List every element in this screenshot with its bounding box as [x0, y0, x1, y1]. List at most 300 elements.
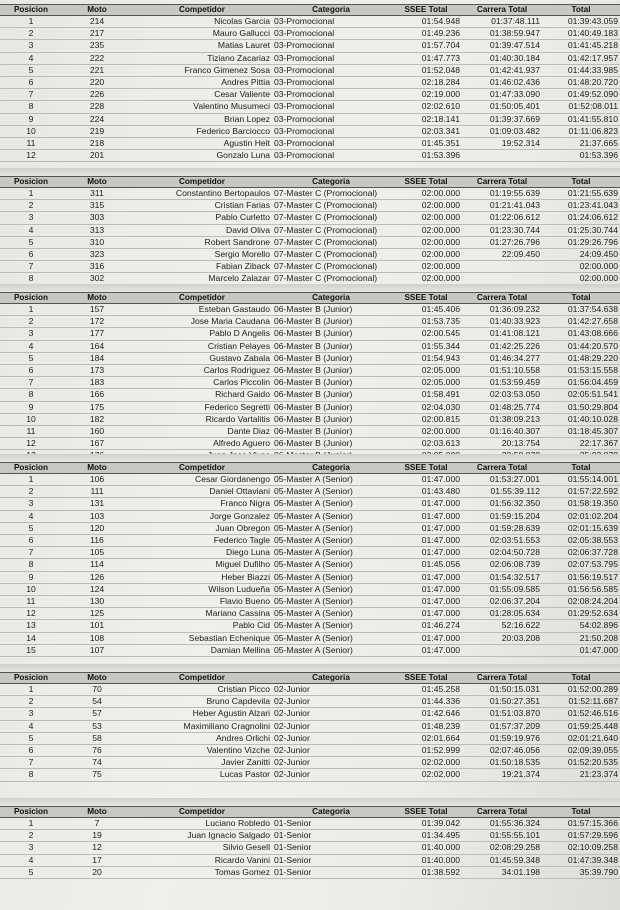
cell-ssee-total: 02:00.000 [390, 212, 462, 224]
cell-total: 01:23:41.043 [542, 200, 620, 212]
cell-position: 3 [0, 328, 62, 340]
cell-moto: 120 [62, 522, 132, 534]
cell-position: 8 [0, 559, 62, 571]
cell-position: 5 [0, 352, 62, 364]
cell-categoria: 02-Junior [272, 757, 390, 769]
cell-categoria: 07-Master C (Promocional) [272, 249, 390, 261]
table-row [0, 188, 620, 200]
cell-moto: 105 [62, 547, 132, 559]
cell-position: 3 [0, 40, 62, 52]
header-cat: Categoria [272, 807, 390, 818]
cell-total: 01:39:43.059 [542, 16, 620, 28]
cell-moto: 12 [62, 842, 132, 854]
cell-categoria: 07-Master C (Promocional) [272, 261, 390, 273]
cell-total: 01:29:52.634 [542, 608, 620, 620]
header-comp: Competidor [132, 807, 272, 818]
table-row [0, 52, 620, 64]
cell-position: 9 [0, 113, 62, 125]
cell-competidor: Bruno Capdevila [132, 696, 272, 708]
cell-total: 01:52:00.289 [542, 684, 620, 696]
table-row [0, 632, 620, 644]
cell-total: 01:48:20.720 [542, 77, 620, 89]
cell-position: 3 [0, 842, 62, 854]
cell-position: 7 [0, 377, 62, 389]
cell-moto: 76 [62, 745, 132, 757]
cell-carrera-total: 01:38:59.947 [462, 28, 542, 40]
cell-moto: 218 [62, 138, 132, 150]
table-row [0, 559, 620, 571]
cell-ssee-total: 01:58.491 [390, 389, 462, 401]
cell-categoria: 05-Master A (Senior) [272, 547, 390, 559]
cell-competidor: Pablo Cid [132, 620, 272, 632]
cell-competidor: Mariano Cassina [132, 608, 272, 620]
cell-moto: 221 [62, 64, 132, 76]
header-comp: Competidor [132, 463, 272, 474]
cell-carrera-total: 01:39:47.514 [462, 40, 542, 52]
header-ssee: SSEE Total [390, 463, 462, 474]
cell-carrera-total: 01:55:39.112 [462, 486, 542, 498]
cell-categoria: 06-Master B (Junior) [272, 328, 390, 340]
header-total: Total [542, 807, 620, 818]
cell-moto: 217 [62, 28, 132, 40]
header-carrera: Carrera Total [462, 177, 542, 188]
cell-position: 11 [0, 596, 62, 608]
cell-moto: 54 [62, 696, 132, 708]
cell-ssee-total: 02:00.000 [390, 249, 462, 261]
cell-total: 24:09.450 [542, 249, 620, 261]
cell-position: 8 [0, 389, 62, 401]
cell-moto: 164 [62, 340, 132, 352]
cell-total: 01:52:20.535 [542, 757, 620, 769]
cell-position: 1 [0, 16, 62, 28]
cell-categoria: 01-Senior [272, 818, 390, 830]
cell-ssee-total: 01:45.258 [390, 684, 462, 696]
table-row [0, 818, 620, 830]
cell-categoria: 06-Master B (Junior) [272, 365, 390, 377]
cell-carrera-total: 01:55:09.585 [462, 583, 542, 595]
cell-competidor: Mauro Gallucci [132, 28, 272, 40]
cell-categoria: 05-Master A (Senior) [272, 620, 390, 632]
cell-carrera-total: 01:09:03.482 [462, 125, 542, 137]
cell-categoria: 07-Master C (Promocional) [272, 273, 390, 285]
cell-categoria: 02-Junior [272, 732, 390, 744]
table-row [0, 64, 620, 76]
cell-categoria: 06-Master B (Junior) [272, 438, 390, 450]
cell-competidor: Andres Pittia [132, 77, 272, 89]
table-row [0, 150, 620, 162]
cell-carrera-total: 01:46:02.436 [462, 77, 542, 89]
table-row [0, 732, 620, 744]
table-row [0, 583, 620, 595]
cell-total: 01:42:17.957 [542, 52, 620, 64]
cell-moto: 166 [62, 389, 132, 401]
cell-competidor: Alfredo Aguero [132, 438, 272, 450]
cell-carrera-total: 34:01.198 [462, 866, 542, 878]
cell-ssee-total: 01:40.000 [390, 854, 462, 866]
cell-total: 21:23.374 [542, 769, 620, 781]
cell-competidor: Fabian Ziback [132, 261, 272, 273]
table-row [0, 304, 620, 316]
cell-total: 21:50.208 [542, 632, 620, 644]
header-moto: Moto [62, 177, 132, 188]
cell-ssee-total: 02:05.000 [390, 365, 462, 377]
cell-moto: 175 [62, 401, 132, 413]
table-row [0, 249, 620, 261]
cell-categoria: 06-Master B (Junior) [272, 377, 390, 389]
table-row [0, 486, 620, 498]
cell-carrera-total: 01:53:59.459 [462, 377, 542, 389]
cell-categoria: 02-Junior [272, 696, 390, 708]
cell-categoria: 07-Master C (Promocional) [272, 224, 390, 236]
table-row [0, 866, 620, 878]
cell-moto: 111 [62, 486, 132, 498]
table-row [0, 547, 620, 559]
table-row [0, 438, 620, 450]
cell-competidor: Carlos Piccolin [132, 377, 272, 389]
cell-position: 9 [0, 571, 62, 583]
cell-position: 9 [0, 401, 62, 413]
cell-ssee-total: 01:47.000 [390, 498, 462, 510]
header-comp: Competidor [132, 293, 272, 304]
cell-competidor: Cesar Valiente [132, 89, 272, 101]
cell-competidor: Heber Agustin Alzari [132, 708, 272, 720]
cell-competidor: David Oliva [132, 224, 272, 236]
cell-carrera-total: 01:23:30.744 [462, 224, 542, 236]
cell-position: 3 [0, 212, 62, 224]
cell-carrera-total: 02:03:51.553 [462, 535, 542, 547]
table-row [0, 769, 620, 781]
cell-position: 2 [0, 696, 62, 708]
cell-competidor: Esteban Gastaudo [132, 304, 272, 316]
cell-position: 4 [0, 224, 62, 236]
cell-competidor: Valentino Vizche [132, 745, 272, 757]
header-row [0, 463, 620, 474]
cell-total: 02:01:21.640 [542, 732, 620, 744]
cell-position: 2 [0, 200, 62, 212]
cell-total: 01:29:26.796 [542, 236, 620, 248]
cell-categoria: 03-Promocional [272, 16, 390, 28]
cell-ssee-total: 02:03.341 [390, 125, 462, 137]
cell-competidor: Constantino Bertopaulos [132, 188, 272, 200]
cell-ssee-total: 01:55.344 [390, 340, 462, 352]
cell-competidor: Franco Nigra [132, 498, 272, 510]
cell-carrera-total: 19:52.314 [462, 138, 542, 150]
header-ssee: SSEE Total [390, 807, 462, 818]
cell-position: 7 [0, 261, 62, 273]
cell-ssee-total: 01:54.948 [390, 16, 462, 28]
table-row [0, 125, 620, 137]
cell-carrera-total: 01:45:59.348 [462, 854, 542, 866]
cell-ssee-total: 02:00.000 [390, 261, 462, 273]
cell-competidor: Valentino Musumeci [132, 101, 272, 113]
header-row [0, 673, 620, 684]
header-cat: Categoria [272, 5, 390, 16]
cell-carrera-total: 01:55:36.324 [462, 818, 542, 830]
cell-carrera-total: 01:40:30.184 [462, 52, 542, 64]
table-row [0, 426, 620, 438]
cell-categoria: 06-Master B (Junior) [272, 413, 390, 425]
table-row [0, 40, 620, 52]
cell-ssee-total: 01:43.480 [390, 486, 462, 498]
cell-ssee-total: 01:47.000 [390, 632, 462, 644]
header-carrera: Carrera Total [462, 673, 542, 684]
cell-total: 01:43:08.666 [542, 328, 620, 340]
cell-ssee-total: 02:02.000 [390, 769, 462, 781]
cell-carrera-total: 01:38:09.213 [462, 413, 542, 425]
cell-position: 4 [0, 340, 62, 352]
cell-categoria: 06-Master B (Junior) [272, 340, 390, 352]
header-row [0, 177, 620, 188]
cell-position: 12 [0, 608, 62, 620]
cell-position: 8 [0, 769, 62, 781]
cell-competidor: Agustin Helt [132, 138, 272, 150]
cell-categoria: 02-Junior [272, 745, 390, 757]
cell-ssee-total: 01:45.351 [390, 138, 462, 150]
cell-ssee-total: 02:19.000 [390, 89, 462, 101]
cell-carrera-total: 52:16.622 [462, 620, 542, 632]
cell-total: 02:00.000 [542, 261, 620, 273]
cell-position: 7 [0, 757, 62, 769]
cell-moto: 116 [62, 535, 132, 547]
cell-carrera-total: 20:13.754 [462, 438, 542, 450]
cell-moto: 220 [62, 77, 132, 89]
cell-ssee-total: 01:54.943 [390, 352, 462, 364]
header-carrera: Carrera Total [462, 5, 542, 16]
results-table [0, 462, 620, 657]
cell-total: 01:11:06.823 [542, 125, 620, 137]
cell-ssee-total: 01:47.000 [390, 596, 462, 608]
cell-moto: 101 [62, 620, 132, 632]
cell-position: 1 [0, 188, 62, 200]
cell-position: 15 [0, 644, 62, 656]
cell-moto: 74 [62, 757, 132, 769]
cell-total: 02:01:02.204 [542, 510, 620, 522]
cell-position: 7 [0, 89, 62, 101]
cell-total: 01:55:14.001 [542, 474, 620, 486]
cell-ssee-total: 02:00.000 [390, 236, 462, 248]
cell-carrera-total: 01:40:33.923 [462, 316, 542, 328]
cell-categoria: 06-Master B (Junior) [272, 304, 390, 316]
cell-competidor: Silvio Gesell [132, 842, 272, 854]
cell-carrera-total: 01:42:41.937 [462, 64, 542, 76]
header-moto: Moto [62, 463, 132, 474]
cell-position: 4 [0, 510, 62, 522]
cell-competidor: Damian Mellina [132, 644, 272, 656]
cell-moto: 17 [62, 854, 132, 866]
cell-position: 3 [0, 498, 62, 510]
cell-position: 5 [0, 64, 62, 76]
cell-ssee-total: 01:53.396 [390, 150, 462, 162]
cell-moto: 114 [62, 559, 132, 571]
cell-total: 02:09:39.055 [542, 745, 620, 757]
cell-carrera-total: 01:37:48.111 [462, 16, 542, 28]
cell-categoria: 05-Master A (Senior) [272, 632, 390, 644]
cell-competidor: Gonzalo Luna [132, 150, 272, 162]
cell-categoria: 01-Senior [272, 842, 390, 854]
cell-total: 02:07:53.795 [542, 559, 620, 571]
table-row [0, 720, 620, 732]
cell-total: 02:01:15.639 [542, 522, 620, 534]
cell-ssee-total: 01:45.056 [390, 559, 462, 571]
table-row [0, 596, 620, 608]
paper-fold [0, 798, 620, 806]
cell-ssee-total: 02:00.815 [390, 413, 462, 425]
cell-ssee-total: 01:47.000 [390, 644, 462, 656]
cell-position: 8 [0, 273, 62, 285]
cell-competidor: Robert Sandrone [132, 236, 272, 248]
cell-moto: 160 [62, 426, 132, 438]
cell-position: 1 [0, 304, 62, 316]
cell-categoria: 03-Promocional [272, 28, 390, 40]
cell-ssee-total: 01:45.406 [390, 304, 462, 316]
cell-ssee-total: 02:00.000 [390, 426, 462, 438]
header-moto: Moto [62, 293, 132, 304]
cell-ssee-total: 02:18.141 [390, 113, 462, 125]
cell-total: 02:10:09.258 [542, 842, 620, 854]
header-ssee: SSEE Total [390, 5, 462, 16]
table-row [0, 224, 620, 236]
cell-categoria: 03-Promocional [272, 77, 390, 89]
cell-competidor: Richard Gaido [132, 389, 272, 401]
cell-total: 01:25:30.744 [542, 224, 620, 236]
table-row [0, 708, 620, 720]
cell-carrera-total: 01:50:15.031 [462, 684, 542, 696]
cell-carrera-total: 01:54:32.517 [462, 571, 542, 583]
cell-carrera-total: 01:22:06.612 [462, 212, 542, 224]
header-carrera: Carrera Total [462, 293, 542, 304]
cell-carrera-total: 01:19:55.639 [462, 188, 542, 200]
table-row [0, 261, 620, 273]
cell-moto: 177 [62, 328, 132, 340]
cell-total: 01:53.396 [542, 150, 620, 162]
header-pos: Posicion [0, 807, 62, 818]
cell-ssee-total: 02:02.610 [390, 101, 462, 113]
cell-carrera-total: 01:41:08.121 [462, 328, 542, 340]
cell-categoria: 05-Master A (Senior) [272, 474, 390, 486]
header-row [0, 5, 620, 16]
cell-categoria: 03-Promocional [272, 89, 390, 101]
cell-ssee-total: 01:47.000 [390, 583, 462, 595]
cell-moto: 57 [62, 708, 132, 720]
cell-total: 01:42:27.658 [542, 316, 620, 328]
cell-position: 10 [0, 413, 62, 425]
cell-moto: 130 [62, 596, 132, 608]
cell-moto: 173 [62, 365, 132, 377]
results-table [0, 292, 620, 463]
header-pos: Posicion [0, 177, 62, 188]
table-row [0, 340, 620, 352]
cell-total: 01:40:10.028 [542, 413, 620, 425]
cell-ssee-total: 02:05.000 [390, 377, 462, 389]
table-row [0, 522, 620, 534]
cell-carrera-total: 02:08:29.258 [462, 842, 542, 854]
results-section-5 [0, 672, 620, 782]
cell-categoria: 05-Master A (Senior) [272, 559, 390, 571]
results-table [0, 176, 620, 286]
header-moto: Moto [62, 807, 132, 818]
cell-moto: 201 [62, 150, 132, 162]
cell-total: 01:53:15.558 [542, 365, 620, 377]
cell-categoria: 07-Master C (Promocional) [272, 212, 390, 224]
cell-position: 3 [0, 708, 62, 720]
cell-total: 02:05:38.553 [542, 535, 620, 547]
table-row [0, 684, 620, 696]
cell-carrera-total: 01:59:19.976 [462, 732, 542, 744]
cell-position: 1 [0, 684, 62, 696]
cell-moto: 313 [62, 224, 132, 236]
header-total: Total [542, 463, 620, 474]
cell-competidor: Jose Maria Caudana [132, 316, 272, 328]
cell-total: 01:56:04.459 [542, 377, 620, 389]
cell-carrera-total: 01:16:40.307 [462, 426, 542, 438]
cell-carrera-total: 01:47:33.090 [462, 89, 542, 101]
table-row [0, 16, 620, 28]
cell-ssee-total: 02:00.000 [390, 200, 462, 212]
cell-moto: 75 [62, 769, 132, 781]
cell-position: 6 [0, 77, 62, 89]
table-row [0, 620, 620, 632]
header-cat: Categoria [272, 463, 390, 474]
cell-categoria: 05-Master A (Senior) [272, 498, 390, 510]
cell-moto: 184 [62, 352, 132, 364]
header-pos: Posicion [0, 673, 62, 684]
cell-ssee-total: 02:01.664 [390, 732, 462, 744]
cell-total: 01:18:45.307 [542, 426, 620, 438]
cell-carrera-total: 01:57:37.209 [462, 720, 542, 732]
table-row [0, 696, 620, 708]
cell-total: 01:58:19.350 [542, 498, 620, 510]
cell-competidor: Jorge Gonzalez [132, 510, 272, 522]
cell-ssee-total: 01:47.000 [390, 547, 462, 559]
cell-competidor: Pablo D Angelis [132, 328, 272, 340]
header-carrera: Carrera Total [462, 463, 542, 474]
cell-ssee-total: 01:38.592 [390, 866, 462, 878]
cell-ssee-total: 02:04.030 [390, 401, 462, 413]
results-section-1 [0, 4, 620, 162]
cell-competidor: Andres Orlichi [132, 732, 272, 744]
cell-position: 12 [0, 150, 62, 162]
cell-categoria: 05-Master A (Senior) [272, 644, 390, 656]
cell-position: 7 [0, 547, 62, 559]
cell-categoria: 06-Master B (Junior) [272, 316, 390, 328]
cell-ssee-total: 02:00.000 [390, 224, 462, 236]
cell-moto: 107 [62, 644, 132, 656]
table-row [0, 352, 620, 364]
cell-categoria: 05-Master A (Senior) [272, 486, 390, 498]
cell-position: 4 [0, 52, 62, 64]
cell-position: 6 [0, 535, 62, 547]
cell-moto: 19 [62, 830, 132, 842]
cell-carrera-total: 01:39:37.669 [462, 113, 542, 125]
cell-total: 02:08:24.204 [542, 596, 620, 608]
cell-position: 14 [0, 632, 62, 644]
header-pos: Posicion [0, 463, 62, 474]
cell-ssee-total: 01:44.336 [390, 696, 462, 708]
cell-categoria: 07-Master C (Promocional) [272, 236, 390, 248]
table-row [0, 745, 620, 757]
table-row [0, 389, 620, 401]
table-row [0, 212, 620, 224]
cell-moto: 126 [62, 571, 132, 583]
cell-ssee-total: 02:00.000 [390, 188, 462, 200]
cell-categoria: 06-Master B (Junior) [272, 426, 390, 438]
cell-competidor: Maximiliano Cragnolini [132, 720, 272, 732]
cell-categoria: 05-Master A (Senior) [272, 571, 390, 583]
cell-position: 5 [0, 866, 62, 878]
header-total: Total [542, 177, 620, 188]
cell-total: 54:02.896 [542, 620, 620, 632]
cell-position: 1 [0, 474, 62, 486]
